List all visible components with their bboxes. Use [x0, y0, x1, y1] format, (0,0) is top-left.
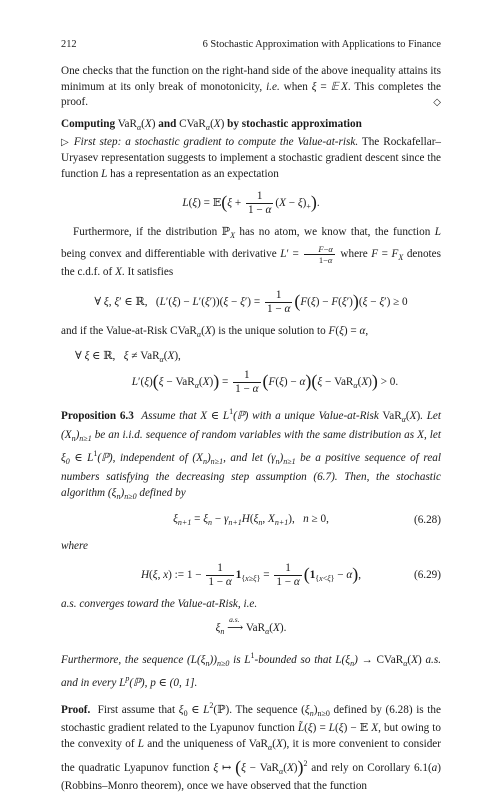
- page-number: 212: [61, 39, 77, 50]
- proposition-6-3: Proposition 6.3 Assume that X ∈ $L^1(ℙ)$ with a unique Value-at-Risk VaR$_\alpha$(X). Let $(X_n)_{n\ge 1}$ be an i.i.d. sequence of random variables with the same distribution as X, let $\xi_0$ ∈ $L^1(ℙ)$, independent of $(X_n)_{n\ge 1}$, and let $(\gamma_n)_{n\ge 1}$ be a positive sequence of real numbers satisfying the decreasing step assumption (6.7). Then, the stochastic algorithm $(\xi_n)_{n\ge 0}$ defined by: [61, 407, 442, 501]
- equation-L: L(ξ) = 𝔼(ξ + $\frac{1}{1 - \alpha}$ $(X - \xi)_+$).: [182, 190, 320, 217]
- first-step-paragraph: ▷ First step: a stochastic gradient to compute the Value-at-risk. The Rockafellar–Uryasev representation suggests to implement a stochastic gradient descent since the function L has a representation as an expectation: [61, 136, 442, 180]
- equation-6-28: $\xi_{n+1} = \xi_n - \gamma_{n+1}H(\xi_n$, $X_{n+1}$), n ≥ 0, (6.28): [61, 512, 441, 531]
- where-label: where: [61, 539, 88, 552]
- furthermore-paragraph: Furthermore, if the distribution ℙ$_X$ has no atom, we know that, the function L being convex and differentiable with derivative L′ = $\frac{F-\alpha}{1-\alpha}$ where $F = F_X$ denotes the c.d.f. of X. It satisfies: [61, 226, 441, 279]
- equation-monotone: ∀ ξ, ξ′ ∈ ℝ, (L′(ξ) − L′(ξ′))(ξ − ξ′) = $\frac{1}{1 - \alpha}$ (F(ξ) − F(ξ′))(ξ − ξ′) ≥ 0: [94, 289, 408, 316]
- running-title: 6 Stochastic Approximation with Applications to Finance: [202, 39, 441, 50]
- proof-label: Proof.: [61, 703, 91, 716]
- proposition-label: Proposition 6.3: [61, 410, 134, 423]
- equation-number-6-29: (6.29): [413, 569, 441, 582]
- as-convergence-text: a.s. converges toward the Value-at-Risk, i.e.: [61, 598, 258, 611]
- step-marker: ▷: [61, 137, 70, 149]
- equation-strict-b: L′(ξ)(ξ − VaR$_\alpha$(X)) = $\frac{1}{1 - \alpha}$ (F(ξ) − α)(ξ − VaR$_\alpha$(X)) > 0.: [131, 369, 399, 396]
- and-if-paragraph: and if the Value-at-Risk CVaR$_\alpha$(X) is the unique solution to F(ξ) = α,: [61, 325, 369, 340]
- intro-paragraph: One checks that the function on the right-hand side of the above inequality attains its minimum at its only break of monotonicity, i.e. when ξ = 𝔼 X. This completes the proof. ◇: [61, 64, 441, 111]
- qed-symbol: ◇: [433, 97, 441, 109]
- first-step-title: First step: a stochastic gradient to compute the Value-at-risk.: [73, 136, 359, 149]
- proof-paragraph: Proof. First assume that $\xi_0$ ∈ $L^2(ℙ)$. The sequence $(\xi_n)_{n\ge 0}$ defined by (6.28) is the stochastic gradient related to the Lyapunov function L̃(ξ) = L(ξ) − 𝔼 X, but owing to the convexity of L and the uniqueness of VaR$_\alpha$(X), it is more convenient to consider the quadratic Lyapunov function ξ ↦ $(\xi - VaR_\alpha(X))^2$ and rely on Corollary 6.1(a) (Robbins–Monro theorem), once we have observed that the function: [61, 700, 442, 793]
- equation-convergence: $\xi_n$ a.s. ⟶ VaR$_\alpha$(X).: [215, 614, 287, 636]
- running-header: [61, 37, 441, 51]
- equation-strict-a: ∀ ξ ∈ ℝ, ξ ≠ VaR$_\alpha$(X),: [75, 349, 181, 364]
- equation-number-6-28: (6.28): [413, 514, 441, 527]
- page-body: [61, 64, 441, 795]
- section-title: Computing VaR$_\alpha$(X) and CVaR$_\alpha$(X) by stochastic approximation: [61, 117, 362, 132]
- proposition-closing: Furthermore, the sequence $(L(\xi_n))_{n\ge 0}$ is $L^1$-bounded so that $L(\xi_n)$ → CVaR$_\alpha$(X) a.s. and in every $L^p(ℙ)$, p ∈ (0, 1].: [61, 650, 441, 690]
- equation-6-29: H(ξ, x) := 1 − $\frac{1}{1 - \alpha}$ $1_{\{x\ge\xi\}}$ = $\frac{1}{1 - \alpha}$ $(1_{\{x<\xi\}} - \alpha)$, (6.29): [140, 562, 441, 589]
